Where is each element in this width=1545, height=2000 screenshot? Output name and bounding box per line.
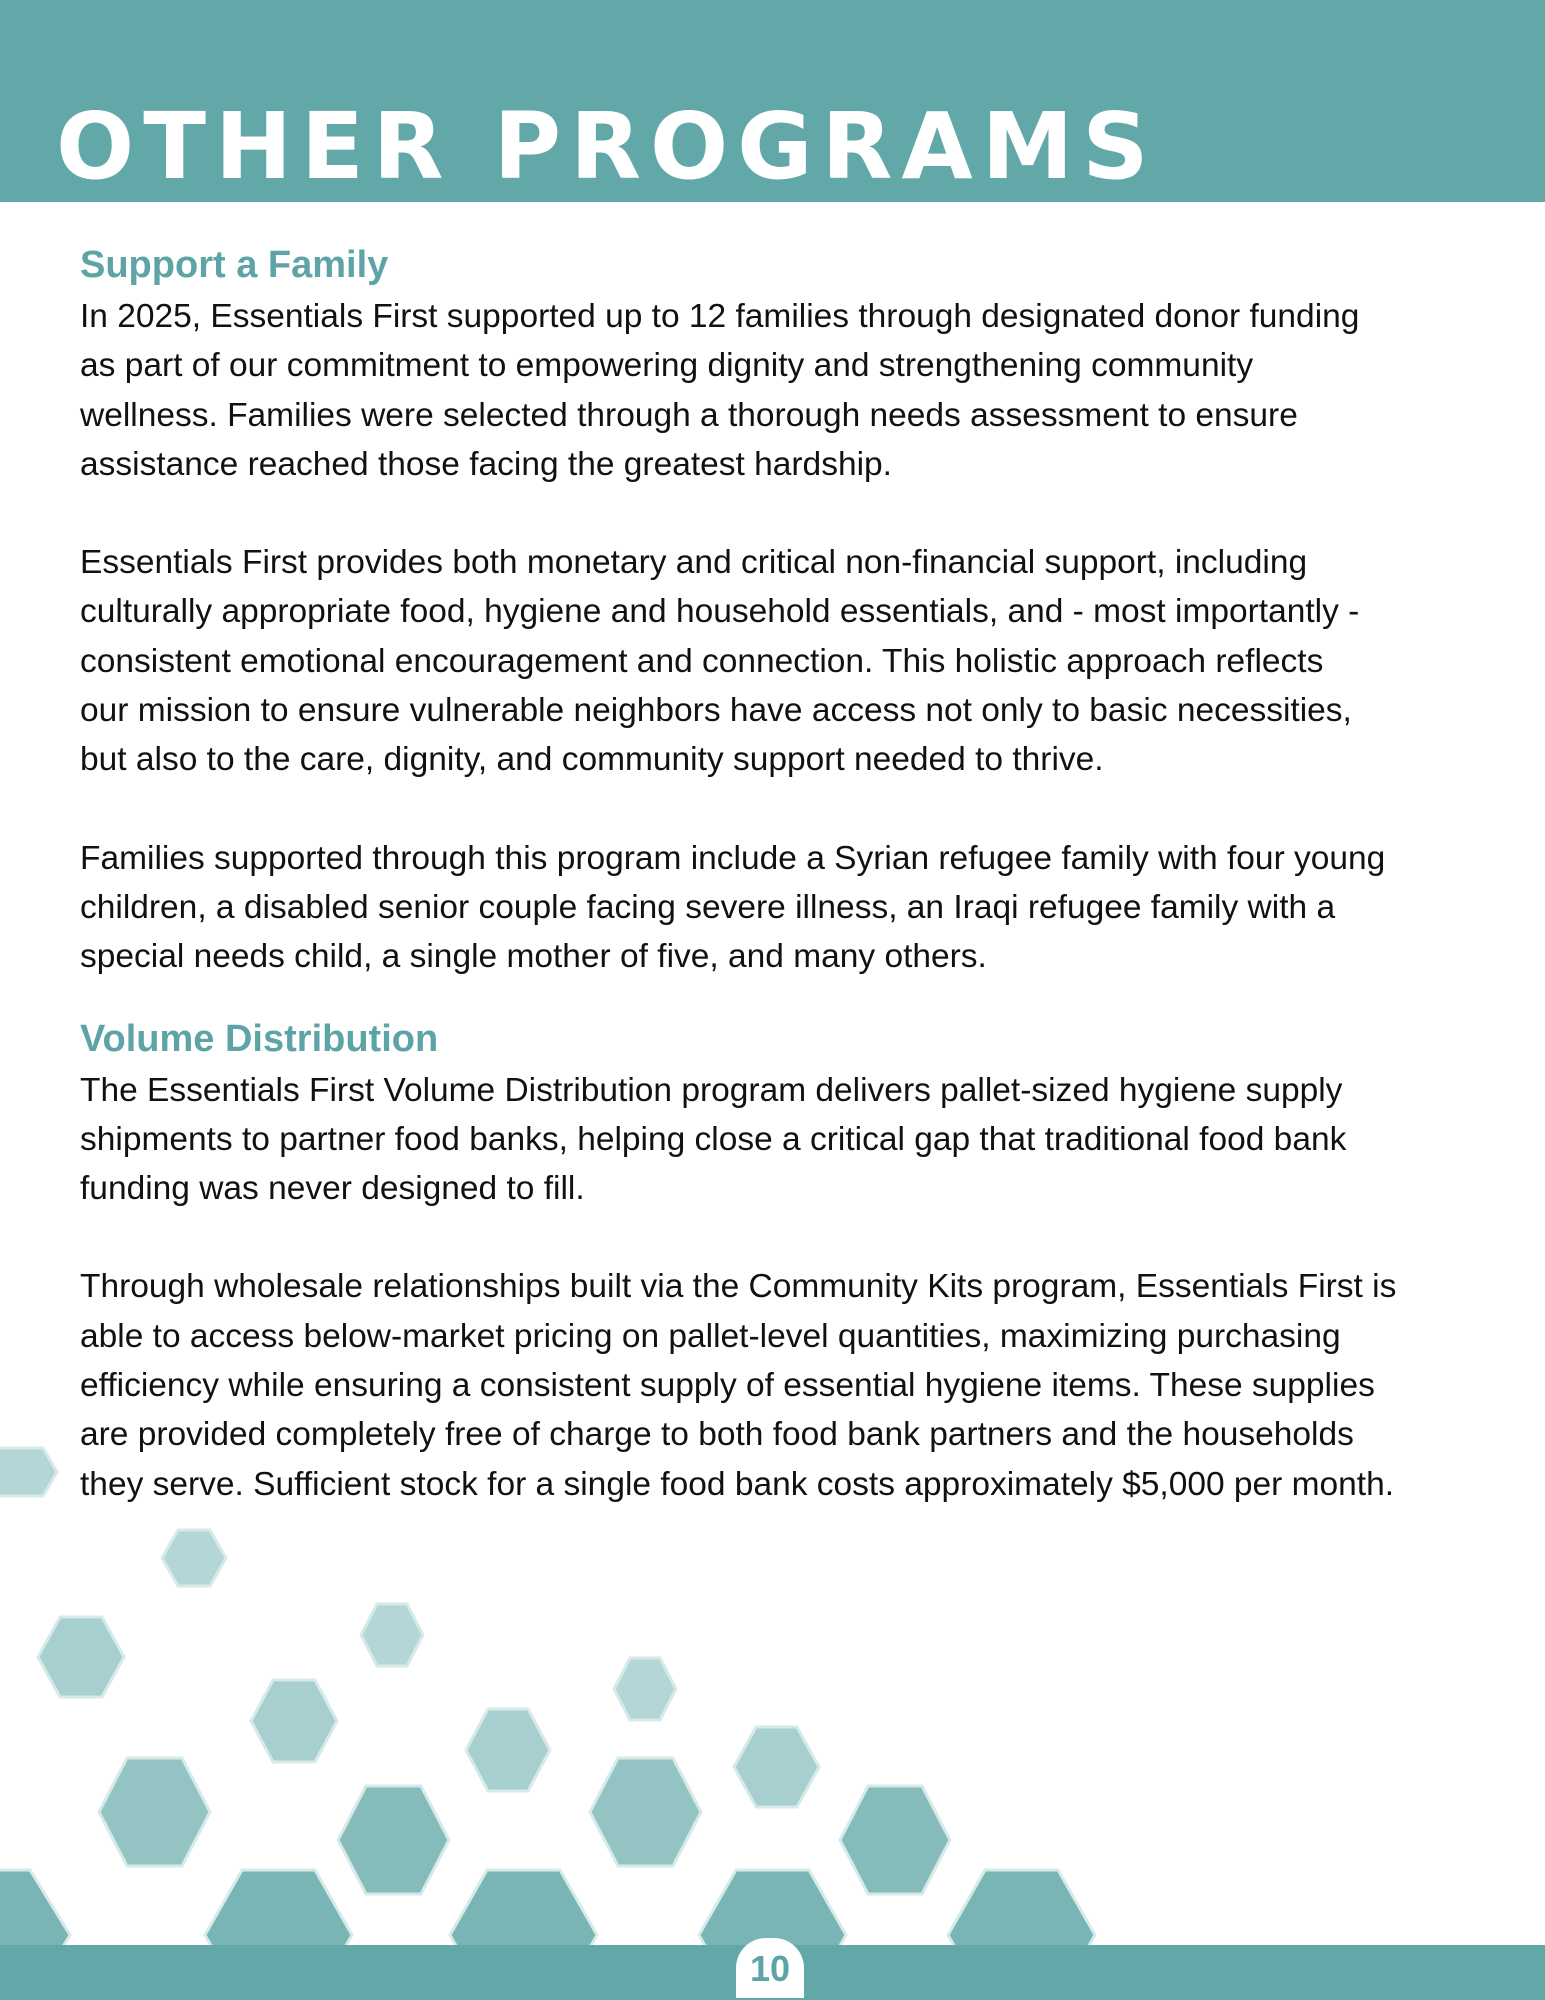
text-line: funding was never designed to fill. [80,1170,585,1208]
text-line: they serve. Sufficient stock for a single food bank costs approximately $5,000 per month. [80,1465,1395,1503]
hexagon-decor [162,1530,226,1586]
text-line: able to access below-market pricing on pallet-level quantities, maximizing purchasing [80,1317,1341,1355]
text-line: wellness. Families were selected through a thorough needs assessment to ensure [80,396,1298,434]
text-line: Through wholesale relationships built via the Community Kits program, Essentials First is [80,1268,1397,1306]
header-band [0,0,1545,202]
text-line: The Essentials First Volume Distribution program delivers pallet-sized hygiene supply [80,1071,1343,1109]
page-title: OTHER PROGRAMS [56,93,1158,200]
text-line: assistance reached those facing the greatest hardship. [80,445,892,483]
content [80,238,1480,1509]
hexagon-decor [251,1680,337,1762]
text-line: our mission to ensure vulnerable neighbors have access not only to basic necessities, [80,692,1352,730]
text-line: are provided completely free of charge to both food bank partners and the households [80,1416,1354,1454]
paragraph [80,538,1480,784]
hexagon-pattern [0,1400,1545,2000]
hexagon-decor [38,1617,124,1697]
hexagon-decor [99,1758,210,1866]
text-line: as part of our commitment to empowering dignity and strengthening community [80,347,1254,385]
hexagon-decor [0,1448,57,1496]
section-heading-volume-distribution: Volume Distribution [80,1017,439,1060]
text-line: shipments to partner food banks, helping close a critical gap that traditional food bank [80,1120,1347,1158]
text-line: efficiency while ensuring a consistent supply of essential hygiene items. These supplies [80,1367,1375,1405]
text-line: but also to the care, dignity, and community support needed to thrive. [80,741,1104,779]
text-line: special needs child, a single mother of five, and many others. [80,938,987,976]
hexagon-decor [734,1727,819,1807]
paragraph [80,834,1480,982]
text-line: consistent emotional encouragement and connection. This holistic approach reflects [80,642,1324,680]
text-line: Families supported through this program include a Syrian refugee family with four young [80,839,1386,877]
section-heading-support-a-family: Support a Family [80,244,389,286]
hexagon-decor [338,1786,449,1894]
page-number: 10 [736,1938,804,1998]
text-line: children, a disabled senior couple facing severe illness, an Iraqi refugee family with a [80,888,1336,926]
hexagon-decor [361,1604,423,1666]
text-line: Essentials First provides both monetary and critical non-financial support, including [80,544,1308,582]
hexagon-decor [614,1658,676,1720]
paragraph [80,292,1480,489]
hexagon-decor [590,1758,701,1866]
text-line: In 2025, Essentials First supported up to 12 families through designated donor funding [80,298,1360,335]
text-line: culturally appropriate food, hygiene and household essentials, and - most importantly - [80,593,1360,631]
hexagon-decor [466,1709,550,1791]
hexagon-decor [840,1786,950,1894]
paragraph [80,1066,1480,1214]
